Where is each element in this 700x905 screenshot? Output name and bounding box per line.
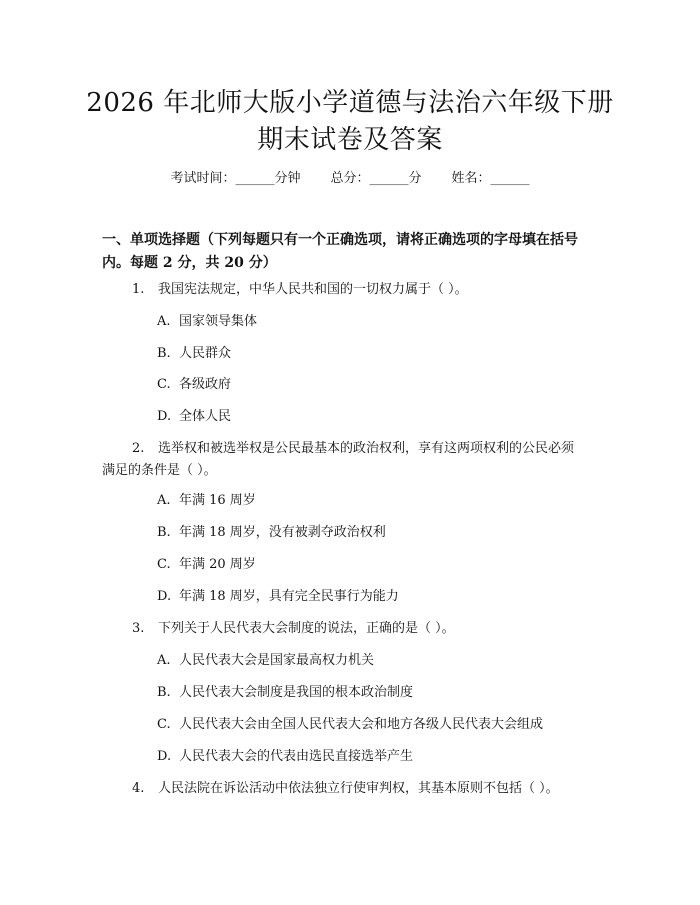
total-score-field: 总分：______分 bbox=[330, 171, 422, 186]
question-number: 4. bbox=[132, 781, 145, 796]
question-3-option-a bbox=[157, 651, 374, 671]
question-2 bbox=[132, 439, 574, 459]
option-letter: A. bbox=[157, 493, 171, 508]
section-heading-line-1: 一、单项选择题（下列每题只有一个正确选项，请将正确选项的字母填在括号 bbox=[102, 232, 578, 248]
option-letter: B. bbox=[157, 346, 171, 361]
option-letter: C. bbox=[157, 717, 171, 732]
question-1 bbox=[132, 280, 468, 300]
option-text: 各级政府 bbox=[179, 377, 232, 392]
option-text: 人民群众 bbox=[179, 346, 232, 361]
question-2-option-d bbox=[157, 587, 399, 607]
option-text: 全体人民 bbox=[179, 409, 232, 424]
option-letter: B. bbox=[157, 685, 171, 700]
question-1-option-a bbox=[157, 312, 257, 332]
option-letter: C. bbox=[157, 377, 171, 392]
question-3 bbox=[132, 619, 455, 639]
question-3-option-c bbox=[157, 715, 543, 735]
option-text: 年满 18 周岁，没有被剥夺政治权利 bbox=[179, 525, 386, 540]
option-letter: A. bbox=[157, 314, 171, 329]
option-text: 人民代表大会制度是我国的根本政治制度 bbox=[179, 685, 414, 700]
question-number: 1. bbox=[132, 282, 145, 297]
exam-time-field: 考试时间：______分钟 bbox=[170, 171, 301, 186]
question-3-option-b bbox=[157, 683, 413, 703]
option-letter: A. bbox=[157, 653, 171, 668]
question-2-continuation: 满足的条件是（ ）。 bbox=[102, 463, 217, 478]
section-heading bbox=[102, 229, 602, 275]
question-1-option-d bbox=[157, 407, 231, 427]
option-text: 年满 20 周岁 bbox=[179, 557, 256, 572]
option-text: 人民代表大会由全国人民代表大会和地方各级人民代表大会组成 bbox=[179, 717, 544, 732]
question-number: 3. bbox=[132, 621, 145, 636]
question-text: 下列关于人民代表大会制度的说法，正确的是（ ）。 bbox=[158, 621, 455, 636]
exam-title-line-2: 期末试卷及答案 bbox=[257, 125, 443, 155]
option-letter: C. bbox=[157, 557, 171, 572]
option-text: 年满 16 周岁 bbox=[179, 493, 256, 508]
option-letter: B. bbox=[157, 525, 171, 540]
option-letter: D. bbox=[157, 409, 172, 424]
option-text: 人民代表大会的代表由选民直接选举产生 bbox=[179, 749, 414, 764]
name-field: 姓名：______ bbox=[451, 171, 530, 186]
question-text: 我国宪法规定，中华人民共和国的一切权力属于（ ）。 bbox=[158, 282, 468, 297]
question-1-option-b bbox=[157, 344, 231, 364]
exam-title-line-1: 2026 年北师大版小学道德与法治六年级下册 bbox=[86, 88, 614, 118]
option-letter: D. bbox=[157, 749, 172, 764]
question-2-option-b bbox=[157, 523, 386, 543]
question-4 bbox=[132, 779, 559, 799]
question-number: 2. bbox=[132, 441, 145, 456]
section-heading-line-2: 内。每题 2 分，共 20 分） bbox=[102, 255, 277, 271]
option-text: 人民代表大会是国家最高权力机关 bbox=[179, 653, 375, 668]
question-text: 人民法院在诉讼活动中依法独立行使审判权，其基本原则不包括（ ）。 bbox=[158, 781, 559, 796]
question-text: 选举权和被选举权是公民最基本的政治权利，享有这两项权利的公民必须 bbox=[158, 441, 575, 456]
question-2-option-a bbox=[157, 491, 256, 511]
option-text: 国家领导集体 bbox=[179, 314, 258, 329]
question-1-option-c bbox=[157, 375, 231, 395]
question-3-option-d bbox=[157, 747, 413, 767]
exam-meta bbox=[0, 167, 700, 186]
question-2-option-c bbox=[157, 555, 256, 575]
option-text: 年满 18 周岁，具有完全民事行为能力 bbox=[179, 589, 399, 604]
option-letter: D. bbox=[157, 589, 172, 604]
